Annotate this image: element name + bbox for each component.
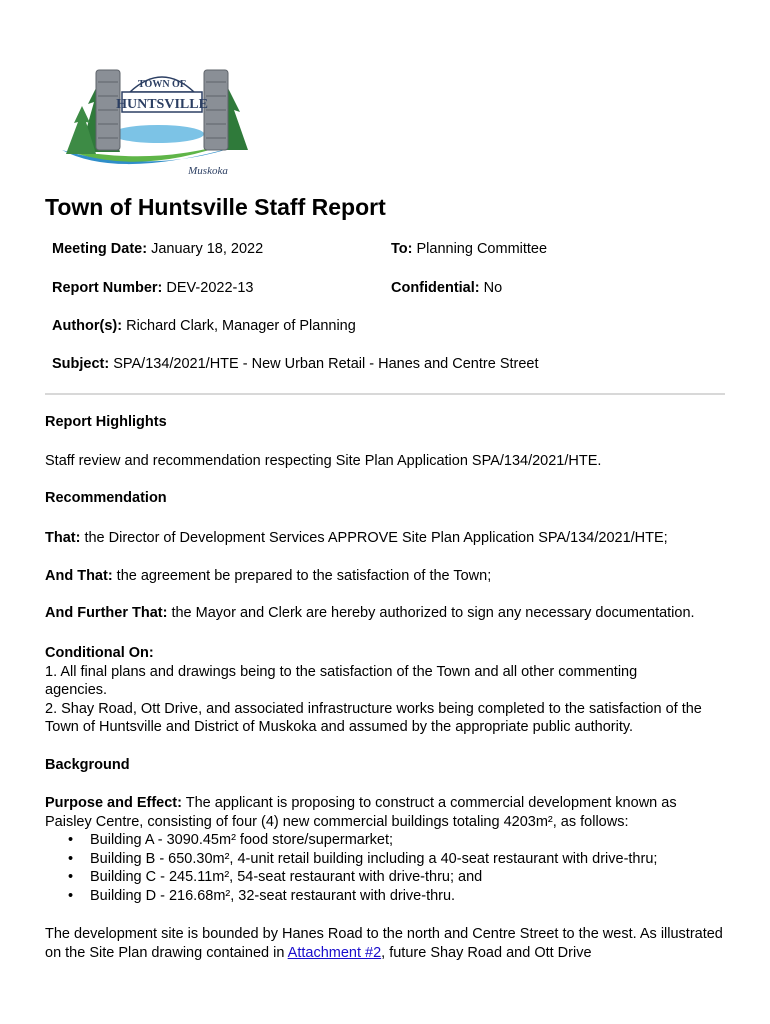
recommendation-2-text: the agreement be prepared to the satisfaction of the Town; xyxy=(112,568,492,584)
conditional-section xyxy=(45,644,735,737)
site-text-1: The development site is bounded by Hanes Road to the north and Centre Street to the west. As illustrated on the Site Plan drawing contained in xyxy=(45,926,723,961)
to-field xyxy=(391,241,547,257)
lake xyxy=(112,125,204,143)
buildings-list xyxy=(45,831,735,905)
subject-field xyxy=(52,356,539,372)
recommendation-2-label: And That: xyxy=(45,568,113,584)
meeting-date-value: January 18, 2022 xyxy=(151,241,264,257)
purpose-text: The applicant is proposing to construct a commercial development known as Paisley Centre, consisting of four (4) new commercial buildings totaling 4203m², as follows: xyxy=(45,795,677,830)
attachment-2-link[interactable]: Attachment #2 xyxy=(287,944,382,961)
logo-town-of: TOWN OF xyxy=(138,79,186,90)
logo-huntsville: HUNTSVILLE xyxy=(116,97,208,112)
recommendation-1-text: the Director of Development Services APPROVE Site Plan Application SPA/134/2021/HTE; xyxy=(80,530,668,546)
town-of-huntsville-logo xyxy=(58,62,258,180)
list-item: • Building A - 3090.45m² food store/supermarket; xyxy=(90,831,735,850)
purpose-label: Purpose and Effect: xyxy=(45,795,182,811)
conditional-item-1: 1. All final plans and drawings being to the satisfaction of the Town and all other commenting agencies. xyxy=(45,663,638,698)
confidential-field xyxy=(391,280,502,296)
recommendation-3 xyxy=(45,604,695,623)
highlights-heading: Report Highlights xyxy=(45,414,167,430)
recommendation-heading: Recommendation xyxy=(45,490,167,506)
confidential-value: No xyxy=(483,280,503,296)
list-item: • Building D - 216.68m², 32-seat restaurant with drive-thru. xyxy=(90,887,735,906)
subject-value: SPA/134/2021/HTE - New Urban Retail - Hanes and Centre Street xyxy=(113,356,539,372)
to-label: To: xyxy=(391,241,413,257)
conditional-heading: Conditional On: xyxy=(45,645,154,661)
meeting-date xyxy=(52,241,263,257)
report-title: Town of Huntsville Staff Report xyxy=(45,194,386,220)
report-number xyxy=(52,280,253,296)
background-heading: Background xyxy=(45,757,130,773)
authors-label: Author(s): xyxy=(52,318,123,334)
report-number-value: DEV-2022-13 xyxy=(166,280,254,296)
purpose-paragraph xyxy=(45,794,725,831)
site-text-2: , future Shay Road and Ott Drive xyxy=(381,944,592,961)
list-item: • Building C - 245.11m², 54-seat restaurant with drive-thru; and xyxy=(90,868,735,887)
recommendation-2 xyxy=(45,567,491,586)
section-divider xyxy=(45,393,725,395)
recommendation-3-label: And Further That: xyxy=(45,605,168,621)
purpose-section xyxy=(45,794,735,905)
highlights-text: Staff review and recommendation respecting Site Plan Application SPA/134/2021/HTE. xyxy=(45,453,602,469)
recommendation-1 xyxy=(45,529,668,548)
meeting-date-label: Meeting Date: xyxy=(52,241,148,257)
recommendation-3-text: the Mayor and Clerk are hereby authorized to sign any necessary documentation. xyxy=(167,605,695,621)
logo-muskoka: Muskoka xyxy=(188,165,228,177)
recommendation-1-label: That: xyxy=(45,530,81,546)
list-item: • Building B - 650.30m², 4-unit retail building including a 40-seat restaurant with drive-thru; xyxy=(90,850,735,869)
report-number-label: Report Number: xyxy=(52,280,163,296)
conditional-item-2: 2. Shay Road, Ott Drive, and associated infrastructure works being completed to the satisfaction of the Town of Huntsville and District of Muskoka and assumed by the appropriate public authority. xyxy=(45,700,702,735)
to-value: Planning Committee xyxy=(416,241,548,257)
authors-field xyxy=(52,318,356,334)
authors-value: Richard Clark, Manager of Planning xyxy=(126,318,356,334)
subject-label: Subject: xyxy=(52,356,110,372)
confidential-label: Confidential: xyxy=(391,280,480,296)
site-paragraph xyxy=(45,925,725,962)
